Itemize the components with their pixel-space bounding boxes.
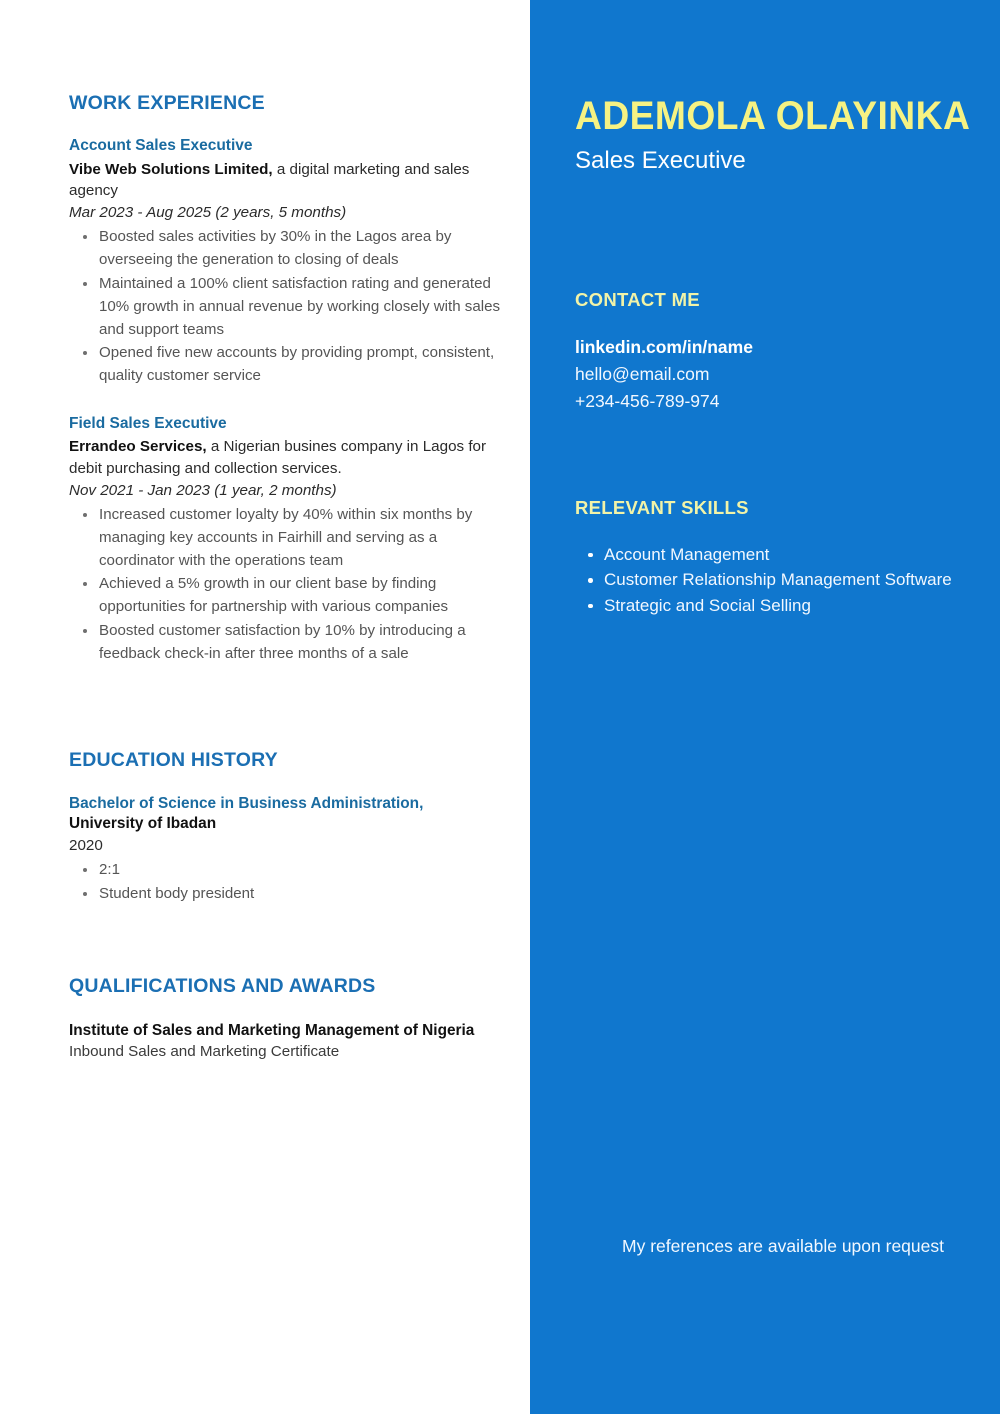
skills-list (575, 543, 970, 617)
section-title-education-history: EDUCATION HISTORY (69, 749, 278, 772)
references-note: My references are available upon request (622, 1236, 944, 1256)
organization-description: a digital marketing and sales agency (69, 160, 470, 200)
contact-linkedin[interactable]: linkedin.com/in/name (575, 337, 753, 358)
job-title: Field Sales Executive (69, 415, 227, 433)
list-item: Student body president (69, 883, 504, 906)
spacer (575, 176, 970, 289)
contact-email[interactable]: hello@email.com (575, 364, 710, 385)
candidate-role: Sales Executive (575, 147, 746, 174)
education-school: University of Ibadan (69, 815, 217, 833)
qualification-name: Institute of Sales and Marketing Management of Nigeria (69, 1021, 475, 1039)
qualification-entry (69, 1020, 504, 1064)
work-entry (69, 414, 504, 666)
list-item: Boosted sales activities by 30% in the Lagos area by overseeing the generation to closing of deals (69, 226, 504, 272)
list-item: 2:1 (69, 859, 504, 882)
list-item: Boosted customer satisfaction by 10% by introducing a feedback check-in after three months of a sale (69, 620, 504, 666)
section-title-qualifications-and-awards: QUALIFICATIONS AND AWARDS (69, 975, 376, 998)
education-bullet-list (69, 859, 504, 906)
education-degree: Bachelor of Science in Business Administration, (69, 794, 424, 812)
list-item: Opened five new accounts by providing prompt, consistent, quality customer service (69, 342, 504, 388)
contact-phone[interactable]: +234-456-789-974 (575, 391, 720, 412)
organization-name: Vibe Web Solutions Limited, (69, 160, 273, 178)
spacer (69, 692, 504, 749)
list-item: Increased customer loyalty by 40% within six months by managing key accounts in Fairhill and serving as a coordinator with the operations team (69, 504, 504, 573)
work-bullet-list (69, 226, 504, 389)
work-bullet-list (69, 504, 504, 667)
list-item: Account Management (575, 543, 970, 566)
employment-dates: Mar 2023 - Aug 2025 (2 years, 5 months) (69, 203, 347, 221)
work-entry (69, 136, 504, 388)
job-title: Account Sales Executive (69, 137, 253, 155)
organization-line (69, 436, 504, 479)
spacer (575, 415, 970, 497)
list-item: Achieved a 5% growth in our client base by finding opportunities for partnership with various companies (69, 573, 504, 619)
section-title-contact-me: CONTACT ME (575, 288, 700, 310)
sidebar-panel (530, 0, 1000, 1414)
organization-description: a Nigerian busines company in Lagos for debit purchasing and collection services. (69, 438, 487, 478)
education-entry (69, 794, 504, 907)
organization-line (69, 159, 504, 202)
qualification-subtitle: Inbound Sales and Marketing Certificate (69, 1043, 340, 1061)
list-item: Strategic and Social Selling (575, 594, 970, 617)
education-year: 2020 (69, 837, 103, 855)
section-title-relevant-skills: RELEVANT SKILLS (575, 497, 749, 519)
spacer (69, 932, 504, 975)
organization-name: Errandeo Services, (69, 438, 207, 456)
section-title-work-experience: WORK EXPERIENCE (69, 92, 265, 114)
list-item: Maintained a 100% client satisfaction rating and generated 10% growth in annual revenue by working closely with sales and support teams (69, 273, 504, 342)
list-item: Customer Relationship Management Software (575, 568, 970, 591)
employment-dates: Nov 2021 - Jan 2023 (1 year, 2 months) (69, 481, 337, 499)
candidate-name: ADEMOLA OLAYINKA (575, 94, 971, 138)
